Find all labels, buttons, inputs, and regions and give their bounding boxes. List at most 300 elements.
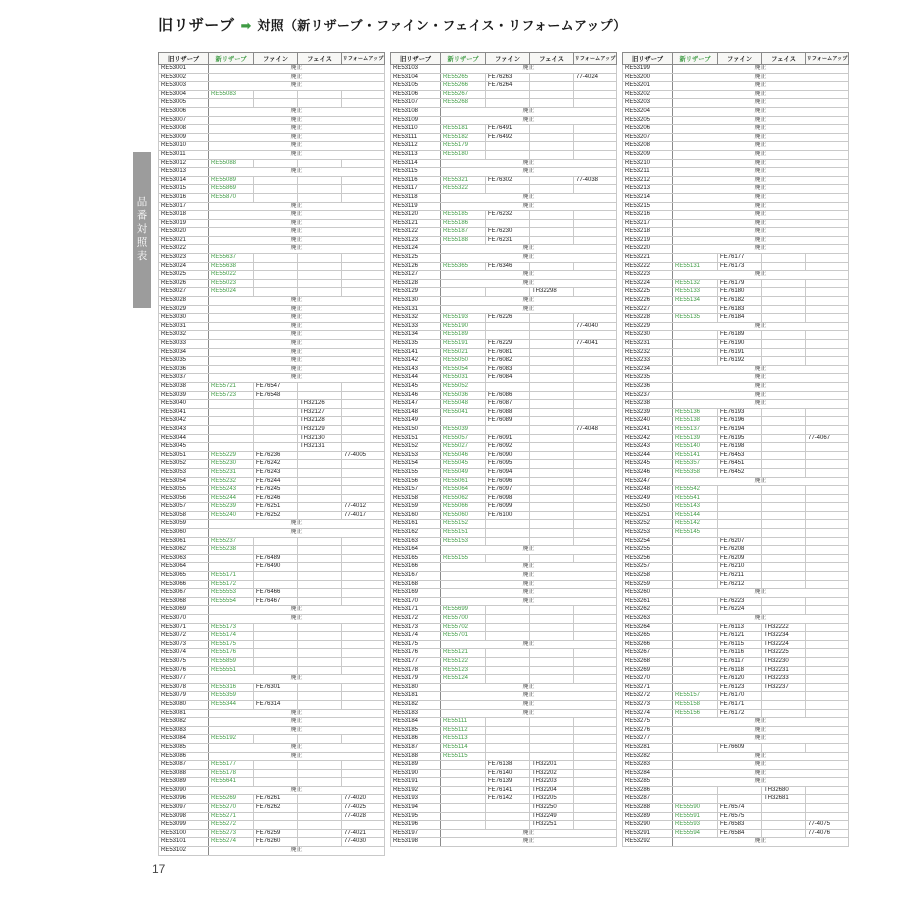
table-row: [159, 176, 385, 185]
new-code-cell: RE55142: [673, 520, 718, 529]
col-header-fine: ファイン: [718, 53, 762, 65]
discontinued-cell: 廃止: [209, 348, 385, 357]
fine-code-cell: [254, 666, 298, 675]
face-code-cell: [298, 546, 342, 555]
fine-code-cell: FE76096: [486, 477, 530, 486]
table-row: [391, 529, 617, 538]
face-code-cell: [762, 486, 806, 495]
face-code-cell: [530, 606, 574, 615]
new-code-cell: RE55230: [209, 460, 254, 469]
discontinued-cell: 廃止: [441, 116, 617, 125]
discontinued-cell: 廃止: [441, 271, 617, 280]
old-code-cell: RE53208: [623, 142, 673, 151]
new-code-cell: RE55021: [441, 348, 486, 357]
discontinued-cell: 廃止: [209, 168, 385, 177]
reform-code-cell: [342, 761, 385, 770]
fine-code-cell: [254, 193, 298, 202]
face-code-cell: TH32202: [530, 769, 574, 778]
old-code-cell: RE53158: [391, 494, 441, 503]
old-code-cell: RE53243: [623, 443, 673, 452]
fine-code-cell: FE76264: [486, 82, 530, 91]
old-code-cell: RE53097: [159, 804, 209, 813]
reform-code-cell: [574, 795, 617, 804]
table-row: [623, 82, 849, 91]
old-code-cell: RE53123: [391, 236, 441, 245]
table-row: [159, 606, 385, 615]
old-code-cell: RE53270: [623, 675, 673, 684]
discontinued-cell: 廃止: [673, 365, 849, 374]
reform-code-cell: [574, 357, 617, 366]
new-code-cell: [673, 254, 718, 263]
new-code-cell: RE55273: [209, 829, 254, 838]
old-code-cell: RE53237: [623, 391, 673, 400]
table-row: [391, 735, 617, 744]
table-row: [391, 726, 617, 735]
table-row: [623, 804, 849, 813]
fine-code-cell: FE76180: [718, 288, 762, 297]
new-code-cell: RE55268: [441, 99, 486, 108]
old-code-cell: RE53161: [391, 520, 441, 529]
table-row: [159, 503, 385, 512]
face-code-cell: TH32201: [530, 761, 574, 770]
reform-code-cell: 77-4041: [574, 340, 617, 349]
old-code-cell: RE53079: [159, 692, 209, 701]
discontinued-cell: 廃止: [673, 142, 849, 151]
discontinued-cell: 廃止: [673, 615, 849, 624]
discontinued-cell: 廃止: [673, 391, 849, 400]
face-code-cell: [762, 254, 806, 263]
new-code-cell: RE55135: [673, 314, 718, 323]
fine-code-cell: [718, 520, 762, 529]
new-code-cell: RE55046: [441, 451, 486, 460]
reform-code-cell: [806, 262, 849, 271]
table-row: [623, 408, 849, 417]
fine-code-cell: FE76088: [486, 408, 530, 417]
table-row: [623, 176, 849, 185]
new-code-cell: RE55045: [441, 460, 486, 469]
fine-code-cell: FE76192: [718, 357, 762, 366]
face-code-cell: [298, 391, 342, 400]
reform-code-cell: [574, 615, 617, 624]
table-row: [623, 279, 849, 288]
face-code-cell: [762, 606, 806, 615]
old-code-cell: RE53011: [159, 150, 209, 159]
table-row: [623, 761, 849, 770]
reform-code-cell: [806, 632, 849, 641]
fine-code-cell: [254, 580, 298, 589]
new-code-cell: RE55266: [441, 82, 486, 91]
fine-code-cell: [254, 649, 298, 658]
reform-code-cell: [574, 468, 617, 477]
new-code-cell: RE55122: [441, 657, 486, 666]
old-code-cell: RE53088: [159, 769, 209, 778]
header-row: [391, 53, 617, 65]
old-code-cell: RE53044: [159, 434, 209, 443]
discontinued-cell: 廃止: [673, 73, 849, 82]
new-code-cell: RE55113: [441, 735, 486, 744]
fine-code-cell: [254, 288, 298, 297]
table-row: [159, 700, 385, 709]
discontinued-cell: 廃止: [673, 193, 849, 202]
fine-code-cell: FE76113: [718, 623, 762, 632]
table-row: [159, 709, 385, 718]
discontinued-cell: 廃止: [441, 65, 617, 74]
reform-code-cell: 77-4028: [342, 812, 385, 821]
old-code-cell: RE53069: [159, 606, 209, 615]
old-code-cell: RE53171: [391, 606, 441, 615]
table-row: [159, 847, 385, 856]
new-code-cell: [673, 554, 718, 563]
old-code-cell: RE53023: [159, 254, 209, 263]
table-row: [623, 382, 849, 391]
fine-code-cell: FE76117: [718, 657, 762, 666]
new-code-cell: RE55322: [441, 185, 486, 194]
old-code-cell: RE53215: [623, 202, 673, 211]
table-row: [391, 503, 617, 512]
fine-code-cell: [486, 726, 530, 735]
table-row: [623, 245, 849, 254]
table-row: [623, 640, 849, 649]
old-code-cell: RE53248: [623, 486, 673, 495]
fine-code-cell: FE76212: [718, 580, 762, 589]
new-code-cell: RE55158: [673, 700, 718, 709]
table-row: [159, 486, 385, 495]
reform-code-cell: [806, 279, 849, 288]
reform-code-cell: [342, 279, 385, 288]
table-row: [391, 73, 617, 82]
table-row: [391, 314, 617, 323]
face-code-cell: [762, 314, 806, 323]
face-code-cell: [530, 675, 574, 684]
face-code-cell: [762, 417, 806, 426]
table-row: [391, 374, 617, 383]
table-row: [623, 726, 849, 735]
face-code-cell: [530, 374, 574, 383]
old-code-cell: RE53177: [391, 657, 441, 666]
table-row: [159, 460, 385, 469]
new-code-cell: RE55022: [209, 271, 254, 280]
old-code-cell: RE53129: [391, 288, 441, 297]
fine-code-cell: [486, 219, 530, 228]
new-code-cell: [441, 761, 486, 770]
table-row: [159, 821, 385, 830]
reform-code-cell: [806, 657, 849, 666]
old-code-cell: RE53134: [391, 331, 441, 340]
col-header-face: フェイス: [298, 53, 342, 65]
table-row: [391, 236, 617, 245]
fine-code-cell: [486, 623, 530, 632]
old-code-cell: RE53179: [391, 675, 441, 684]
new-code-cell: RE55554: [209, 597, 254, 606]
reform-code-cell: [342, 821, 385, 830]
discontinued-cell: 廃止: [209, 322, 385, 331]
table-row: [159, 718, 385, 727]
discontinued-cell: 廃止: [441, 254, 617, 263]
discontinued-cell: 廃止: [673, 65, 849, 74]
table-row: [623, 546, 849, 555]
table-row: [159, 211, 385, 220]
face-code-cell: [530, 365, 574, 374]
table-row: [623, 511, 849, 520]
face-code-cell: TH32204: [530, 786, 574, 795]
old-code-cell: RE53251: [623, 511, 673, 520]
old-code-cell: RE53010: [159, 142, 209, 151]
table-row: [159, 649, 385, 658]
old-code-cell: RE53068: [159, 597, 209, 606]
table-row: [623, 769, 849, 778]
old-code-cell: RE53060: [159, 529, 209, 538]
discontinued-cell: 廃止: [673, 761, 849, 770]
new-code-cell: [209, 434, 254, 443]
discontinued-cell: 廃止: [209, 529, 385, 538]
table-row: [159, 666, 385, 675]
new-code-cell: [441, 778, 486, 787]
new-code-cell: [441, 795, 486, 804]
old-code-cell: RE53075: [159, 657, 209, 666]
old-code-cell: RE53147: [391, 400, 441, 409]
new-code-cell: RE55054: [441, 365, 486, 374]
new-code-cell: RE55869: [209, 185, 254, 194]
discontinued-cell: 廃止: [209, 726, 385, 735]
reform-code-cell: [342, 400, 385, 409]
table-row: [623, 133, 849, 142]
old-code-cell: RE53135: [391, 340, 441, 349]
table-row: [391, 743, 617, 752]
discontinued-cell: 廃止: [673, 228, 849, 237]
table-row: [391, 494, 617, 503]
table-row: [159, 73, 385, 82]
reform-code-cell: [574, 99, 617, 108]
table-row: [391, 425, 617, 434]
table-row: [391, 795, 617, 804]
table-row: [159, 90, 385, 99]
old-code-cell: RE53125: [391, 254, 441, 263]
face-code-cell: [298, 700, 342, 709]
reform-code-cell: [574, 348, 617, 357]
old-code-cell: RE53197: [391, 829, 441, 838]
reform-code-cell: [806, 468, 849, 477]
old-code-cell: RE53059: [159, 520, 209, 529]
fine-code-cell: FE76196: [718, 417, 762, 426]
conversion-table-3: [622, 52, 849, 847]
face-code-cell: [530, 743, 574, 752]
old-code-cell: RE53105: [391, 82, 441, 91]
table-row: [623, 572, 849, 581]
reform-code-cell: [342, 391, 385, 400]
discontinued-cell: 廃止: [673, 322, 849, 331]
fine-code-cell: FE76209: [718, 554, 762, 563]
old-code-cell: RE53194: [391, 804, 441, 813]
reform-code-cell: [574, 735, 617, 744]
old-code-cell: RE53277: [623, 735, 673, 744]
old-code-cell: RE53253: [623, 529, 673, 538]
table-row: [159, 125, 385, 134]
reform-code-cell: [574, 486, 617, 495]
old-code-cell: RE53221: [623, 254, 673, 263]
new-code-cell: RE55179: [441, 142, 486, 151]
header-row: [623, 53, 849, 65]
discontinued-cell: 廃止: [441, 692, 617, 701]
table-row: [391, 597, 617, 606]
table-row: [159, 236, 385, 245]
table-row: [623, 142, 849, 151]
new-code-cell: [673, 597, 718, 606]
new-code-cell: [209, 400, 254, 409]
table-row: [159, 391, 385, 400]
fine-code-cell: FE76223: [718, 597, 762, 606]
fine-code-cell: [254, 254, 298, 263]
table-row: [391, 460, 617, 469]
discontinued-cell: 廃止: [673, 271, 849, 280]
old-code-cell: RE53227: [623, 305, 673, 314]
table-row: [159, 168, 385, 177]
table-row: [623, 107, 849, 116]
face-code-cell: [762, 494, 806, 503]
face-code-cell: [762, 425, 806, 434]
table-row: [391, 211, 617, 220]
old-code-cell: RE53020: [159, 228, 209, 237]
new-code-cell: RE55701: [441, 632, 486, 641]
table-row: [391, 589, 617, 598]
old-code-cell: RE53141: [391, 348, 441, 357]
old-code-cell: RE53143: [391, 365, 441, 374]
table-row: [159, 769, 385, 778]
reform-code-cell: [806, 563, 849, 572]
old-code-cell: RE53078: [159, 683, 209, 692]
face-code-cell: [530, 494, 574, 503]
table-row: [391, 821, 617, 830]
table-row: [623, 348, 849, 357]
new-code-cell: [441, 786, 486, 795]
reform-code-cell: [574, 460, 617, 469]
new-code-cell: RE55859: [209, 657, 254, 666]
old-code-cell: RE53104: [391, 73, 441, 82]
old-code-cell: RE53084: [159, 735, 209, 744]
old-code-cell: RE53182: [391, 700, 441, 709]
face-code-cell: [298, 554, 342, 563]
old-code-cell: RE53238: [623, 400, 673, 409]
reform-code-cell: [806, 357, 849, 366]
col-header-new: 新リザーブ: [673, 53, 718, 65]
table-row: [623, 125, 849, 134]
face-code-cell: [530, 82, 574, 91]
old-code-cell: RE53112: [391, 142, 441, 151]
face-code-cell: TH32233: [762, 675, 806, 684]
fine-code-cell: FE76231: [486, 236, 530, 245]
table-row: [391, 279, 617, 288]
new-code-cell: RE55721: [209, 382, 254, 391]
discontinued-cell: 廃止: [441, 683, 617, 692]
reform-code-cell: [806, 606, 849, 615]
fine-code-cell: [718, 795, 762, 804]
table-row: [623, 331, 849, 340]
new-code-cell: [673, 623, 718, 632]
table-row: [159, 829, 385, 838]
fine-code-cell: FE76453: [718, 451, 762, 460]
fine-code-cell: [486, 382, 530, 391]
old-code-cell: RE53168: [391, 580, 441, 589]
table-row: [391, 649, 617, 658]
face-code-cell: [530, 657, 574, 666]
discontinued-cell: 廃止: [209, 211, 385, 220]
fine-code-cell: FE76490: [254, 563, 298, 572]
fine-code-cell: [254, 769, 298, 778]
reform-code-cell: [342, 554, 385, 563]
new-code-cell: [441, 288, 486, 297]
fine-code-cell: [486, 185, 530, 194]
fine-code-cell: [254, 692, 298, 701]
discontinued-cell: 廃止: [209, 357, 385, 366]
table-row: [623, 185, 849, 194]
face-code-cell: [298, 692, 342, 701]
old-code-cell: RE53190: [391, 769, 441, 778]
reform-code-cell: [806, 795, 849, 804]
table-row: [623, 391, 849, 400]
new-code-cell: RE55189: [441, 331, 486, 340]
col-header-new: 新リザーブ: [441, 53, 486, 65]
new-code-cell: RE55637: [209, 254, 254, 263]
face-code-cell: [530, 417, 574, 426]
fine-code-cell: [254, 400, 298, 409]
old-code-cell: RE53289: [623, 812, 673, 821]
old-code-cell: RE53262: [623, 606, 673, 615]
table-row: [159, 133, 385, 142]
face-code-cell: TH32224: [762, 640, 806, 649]
old-code-cell: RE53160: [391, 511, 441, 520]
fine-code-cell: FE76232: [486, 211, 530, 220]
old-code-cell: RE53173: [391, 623, 441, 632]
old-code-cell: RE53019: [159, 219, 209, 228]
old-code-cell: RE53288: [623, 804, 673, 813]
new-code-cell: RE55121: [441, 649, 486, 658]
old-code-cell: RE53247: [623, 477, 673, 486]
fine-code-cell: [254, 640, 298, 649]
new-code-cell: RE55123: [441, 666, 486, 675]
fine-code-cell: [254, 434, 298, 443]
old-code-cell: RE53246: [623, 468, 673, 477]
reform-code-cell: [342, 778, 385, 787]
table-row: [623, 288, 849, 297]
old-code-cell: RE53005: [159, 99, 209, 108]
reform-code-cell: 77-4017: [342, 511, 385, 520]
reform-code-cell: [574, 331, 617, 340]
discontinued-cell: 廃止: [673, 99, 849, 108]
old-code-cell: RE53051: [159, 451, 209, 460]
old-code-cell: RE53169: [391, 589, 441, 598]
reform-code-cell: [574, 649, 617, 658]
old-code-cell: RE53241: [623, 425, 673, 434]
fine-code-cell: [718, 494, 762, 503]
face-code-cell: [530, 133, 574, 142]
face-code-cell: [298, 795, 342, 804]
old-code-cell: RE53167: [391, 572, 441, 581]
face-code-cell: [530, 735, 574, 744]
face-code-cell: [298, 838, 342, 847]
face-code-cell: [298, 735, 342, 744]
face-code-cell: [298, 683, 342, 692]
fine-code-cell: [254, 279, 298, 288]
fine-code-cell: [254, 657, 298, 666]
discontinued-cell: 廃止: [209, 752, 385, 761]
reform-code-cell: [574, 434, 617, 443]
face-code-cell: [298, 382, 342, 391]
new-code-cell: RE55702: [441, 623, 486, 632]
face-code-cell: [298, 477, 342, 486]
old-code-cell: RE53074: [159, 649, 209, 658]
face-code-cell: [762, 520, 806, 529]
old-code-cell: RE53184: [391, 718, 441, 727]
new-code-cell: RE55541: [673, 494, 718, 503]
